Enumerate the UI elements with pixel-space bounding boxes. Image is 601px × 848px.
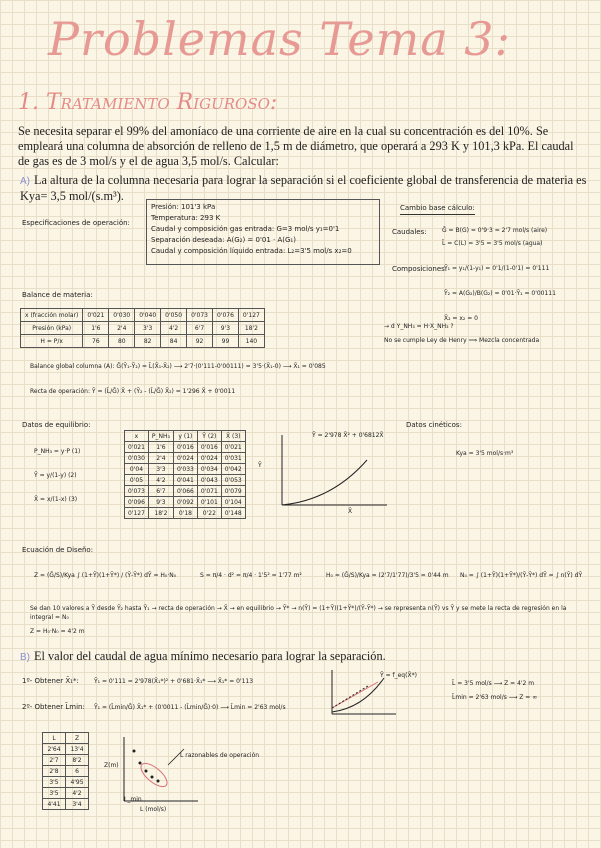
operating-line: Recta de operación: Ȳ = (L̄/Ḡ) X̄ + (Ȳ₂ - (L̄/Ḡ) X̄₂) = 1'296 X̄ + 0'0011 — [30, 388, 236, 395]
step-2-label: 2º- Obtener L̄min: — [22, 703, 85, 711]
table-cell: 3'5 — [43, 777, 66, 788]
data-point — [139, 762, 142, 765]
table-row — [43, 766, 89, 777]
table-cell: 6'7 — [148, 486, 173, 497]
table-cell: 4'2 — [161, 322, 187, 335]
table-cell: 2'7 — [43, 755, 66, 766]
table-cell: 0'040 — [135, 309, 161, 322]
table-cell: 2'8 — [43, 766, 66, 777]
table-cell: 80 — [109, 335, 135, 348]
reasonable-region — [137, 759, 171, 790]
balance-label: Balance de materia: — [22, 291, 93, 299]
table-cell: 0'034 — [197, 464, 221, 475]
table-cell: 4'2 — [148, 475, 173, 486]
table-cell: H = P/x — [21, 335, 83, 348]
lz-x-axis: L (mol/s) — [140, 806, 167, 813]
table-cell: 18'2 — [148, 508, 173, 519]
equilibrium-table — [124, 430, 246, 519]
page-title: Problemas Tema 3: — [48, 12, 512, 66]
table-row — [21, 335, 265, 348]
table-cell: 0'030 — [109, 309, 135, 322]
spec-box — [146, 199, 380, 265]
spec-line: Temperatura: 293 K — [151, 214, 221, 222]
table-cell: 0'092 — [173, 497, 197, 508]
table-cell: 8'2 — [66, 755, 89, 766]
design-label: Ecuación de Diseño: — [22, 546, 94, 554]
table-header: X̄ (3) — [221, 431, 245, 442]
comp-x2: X̄₂ = x₂ = 0 — [444, 315, 478, 322]
table-cell: 9'3 — [212, 322, 238, 335]
axis-x-label: X̄ — [348, 508, 353, 515]
caudales-label: Caudales: — [392, 228, 427, 236]
table-header: P_NH₃ — [148, 431, 173, 442]
spec-line: Caudal y composición líquido entrada: L₂=3'5 mol/s x₂=0 — [151, 247, 352, 255]
curve-label: Ȳ = f_eq(X̄*) — [380, 672, 417, 679]
table-row — [125, 464, 246, 475]
table-cell: 0'041 — [173, 475, 197, 486]
table-cell: 0'04 — [125, 464, 149, 475]
caudal-gas: Ḡ = B(G) = 0'9·3 = 2'7 mol/s (aire) — [442, 227, 548, 234]
table-cell: 6'7 — [187, 322, 213, 335]
table-cell: 92 — [187, 335, 213, 348]
question-b — [20, 649, 386, 664]
kinetics-value: Kya = 3'5 mol/s·m³ — [456, 450, 514, 457]
basis-label: Cambio base cálculo: — [400, 203, 475, 215]
kinetics-label: Datos cinéticos: — [406, 421, 462, 429]
table-cell: 0'127 — [238, 309, 264, 322]
spec-label: Especificaciones de operación: — [22, 219, 130, 227]
table-row — [43, 777, 89, 788]
table-cell: 6 — [66, 766, 89, 777]
table-cell: 0'127 — [125, 508, 149, 519]
table-cell: 3'4 — [66, 799, 89, 810]
table-cell: 18'2 — [238, 322, 264, 335]
table-cell: 0'148 — [221, 508, 245, 519]
table-cell: 0'042 — [221, 464, 245, 475]
data-point — [151, 776, 154, 779]
design-eq-1: Z = (Ḡ/S)/Kya ∫ (1+Ȳ)(1+Ȳ*) / (Ȳ-Ȳ*) dȲ = H₀·N₀ — [34, 572, 177, 579]
table-cell: 0'031 — [221, 453, 245, 464]
section-heading: 1. Tratamiento Riguroso: — [18, 90, 278, 115]
comp-y2: Ȳ₂ = A(G₂)/B(G₂) = 0'01·Ȳ₁ = 0'00111 — [444, 290, 556, 297]
table-header-row — [125, 431, 246, 442]
fit-equation: Ȳ = 2'978 X̄² + 0'6812X̄ — [312, 432, 384, 439]
table-row — [125, 453, 246, 464]
table-cell: 4'2 — [66, 788, 89, 799]
table-cell: 3'3 — [135, 322, 161, 335]
table-header: x — [125, 431, 149, 442]
table-cell: 0'021 — [125, 442, 149, 453]
table-cell: 0'079 — [221, 486, 245, 497]
table-row — [43, 788, 89, 799]
question-b-letter: B) — [20, 652, 30, 663]
table-cell: 2'4 — [148, 453, 173, 464]
table-cell: 0'050 — [161, 309, 187, 322]
data-point — [157, 780, 160, 783]
table-cell: 0'024 — [197, 453, 221, 464]
table-header: Z — [66, 733, 89, 744]
design-eq-3: H₀ = (Ḡ/S)/Kya = (2'7/1'77)/3'5 = 0'44 m — [326, 572, 449, 579]
table-cell: 0'016 — [173, 442, 197, 453]
table-cell: x (fracción molar) — [21, 309, 83, 322]
operating-line — [332, 682, 378, 708]
table-row — [125, 508, 246, 519]
design-eq-2: S = π/4 · d² = π/4 · 1'5² = 1'77 m² — [200, 572, 302, 579]
table-header: Ȳ (2) — [197, 431, 221, 442]
composiciones-label: Composiciones: — [392, 265, 448, 273]
result-2: L̄min = 2'63 mol/s ⟶ Z = ∞ — [452, 694, 538, 701]
data-point — [133, 750, 136, 753]
table-row — [43, 755, 89, 766]
table-row — [43, 744, 89, 755]
table-cell: Presión (kPa) — [21, 322, 83, 335]
lz-sketch — [110, 735, 200, 815]
question-a-text: La altura de la columna necesaria para lograr la separación si el coeficiente global de transferencia de materia es Kya= 3,5 mol/(s.m³). — [20, 173, 587, 203]
table-cell: 76 — [83, 335, 109, 348]
axis-y-label: Ȳ — [258, 462, 262, 469]
table-cell: 0'043 — [197, 475, 221, 486]
table-cell: 0'101 — [197, 497, 221, 508]
table-cell: 0'096 — [125, 497, 149, 508]
data-point — [145, 770, 148, 773]
table-cell: 1'6 — [148, 442, 173, 453]
table-cell: 3'5 — [43, 788, 66, 799]
table-cell: 9'3 — [148, 497, 173, 508]
table-cell: 0'021 — [83, 309, 109, 322]
table-cell: 1'6 — [83, 322, 109, 335]
table-row — [43, 799, 89, 810]
lz-y-axis: Z(m) — [104, 762, 119, 769]
table-cell: 0'033 — [173, 464, 197, 475]
equilibrium-curve — [282, 460, 367, 505]
eq-3: X̄ = x/(1-x) (3) — [34, 496, 78, 503]
table-row — [125, 497, 246, 508]
table-cell: 84 — [161, 335, 187, 348]
table-cell: 0'030 — [125, 453, 149, 464]
table-header-row — [43, 733, 89, 744]
comp-y1: Ȳ₁ = y₁/(1-y₁) = 0'1/(1-0'1) = 0'111 — [444, 265, 550, 272]
spec-line: Separación deseada: A(G₂) = 0'01 · A(G₁) — [151, 236, 296, 244]
step-1-label: 1º- Obtener X̄₁*: — [22, 677, 79, 685]
henry-table — [20, 308, 265, 348]
question-a-letter: A) — [20, 176, 30, 187]
henry-note-2: No se cumple Ley de Henry ⟹ Mezcla concentrada — [384, 337, 540, 344]
result-1: L̄ = 3'5 mol/s ⟶ Z = 4'2 m — [452, 680, 535, 687]
step-2: Ȳ₁ = (L̄min/Ḡ) X̄₁* + (0'0011 - (L̄min/Ḡ)·0) ⟶ L̄min = 2'63 mol/s — [94, 704, 286, 711]
table-cell: 0'016 — [197, 442, 221, 453]
table-row — [125, 442, 246, 453]
lz-table — [42, 732, 89, 810]
table-cell: 0'021 — [221, 442, 245, 453]
table-cell: 4'41 — [43, 799, 66, 810]
table-row — [125, 486, 246, 497]
table-cell: 3'3 — [148, 464, 173, 475]
table-row — [125, 475, 246, 486]
problem-statement: Se necesita separar el 99% del amoníaco de una corriente de aire en la cual su concentración es del 10%. Se empleará una columna de absorción de relleno de 1,5 m de diámetro, que operará a 293 K y 101,3 kPa. El caudal de gas es de 3 mol/s y el de agua 3,5 mol/s. Calcular: — [18, 124, 574, 168]
table-cell: 0'073 — [125, 486, 149, 497]
table-cell: 0'104 — [221, 497, 245, 508]
equilibrium-sketch — [262, 430, 392, 520]
table-header: L — [43, 733, 66, 744]
table-cell: 0'024 — [173, 453, 197, 464]
design-eq-6: Z = H₀·N₀ = 4'2 m — [30, 628, 85, 635]
spec-line: Presión: 101'3 kPa — [151, 203, 216, 211]
table-row — [21, 309, 265, 322]
table-cell: 4'95 — [66, 777, 89, 788]
table-cell: 0'073 — [187, 309, 213, 322]
table-cell: 140 — [238, 335, 264, 348]
global-balance: Balance global columna (A): Ḡ(Ȳ₁-Ȳ₂) = L̄(X̄₁-X̄₂) ⟶ 2'7·(0'111-0'00111) = 3'5·(X̄₁-0) ⟶ X̄₁ = 0'085 — [30, 363, 326, 370]
table-cell: 0'05 — [125, 475, 149, 486]
table-cell: 2'64 — [43, 744, 66, 755]
question-b-text: El valor del caudal de agua mínimo necesario para lograr la separación. — [34, 649, 386, 663]
step-1: Ȳ₁ = 0'111 = 2'978(X̄₁*)² + 0'681·X̄₁* ⟶ X̄₁* = 0'113 — [94, 678, 254, 685]
eq-1: P_NH₃ = y·P (1) — [34, 448, 81, 455]
table-cell: 0'18 — [173, 508, 197, 519]
table-header: y (1) — [173, 431, 197, 442]
caudal-liquido: L̄ = C(L) = 3'5 = 3'5 mol/s (agua) — [442, 240, 543, 247]
design-eq-4: N₀ = ∫ (1+Ȳ)(1+Ȳ*)/(Ȳ-Ȳ*) dȲ = ∫ n(Ȳ) dȲ — [460, 572, 583, 579]
table-cell: 0'071 — [197, 486, 221, 497]
eq-2: Ȳ = y/(1-y) (2) — [34, 472, 77, 479]
table-cell: 13'4 — [66, 744, 89, 755]
table-cell: 0'076 — [212, 309, 238, 322]
equilibrium-label: Datos de equilibrio: — [22, 421, 91, 429]
lz-lmin: L_min — [124, 796, 142, 803]
table-cell: 0'066 — [173, 486, 197, 497]
henry-note: → d Y_NH₃ = H·X_NH₃ ? — [384, 323, 454, 330]
design-eq-5: Se dan 10 valores a Ȳ desde Ȳ₂ hasta Ȳ₁ → recta de operación → X̄ → en equilibrio → Ȳ* → n(Ȳ) = (1+Ȳ)(1+Ȳ*)/(Ȳ-Ȳ*) → se representa n(Ȳ) vs Ȳ y se mete la recta de regresión en la integral = N₀ — [30, 605, 567, 621]
spec-line: Caudal y composición gas entrada: G=3 mol/s y₁=0'1 — [151, 225, 340, 233]
lz-label: L razonables de operación — [180, 752, 260, 759]
table-cell: 99 — [212, 335, 238, 348]
table-cell: 2'4 — [109, 322, 135, 335]
table-cell: 82 — [135, 335, 161, 348]
table-cell: 0'053 — [221, 475, 245, 486]
table-cell: 0'22 — [197, 508, 221, 519]
table-row — [21, 322, 265, 335]
